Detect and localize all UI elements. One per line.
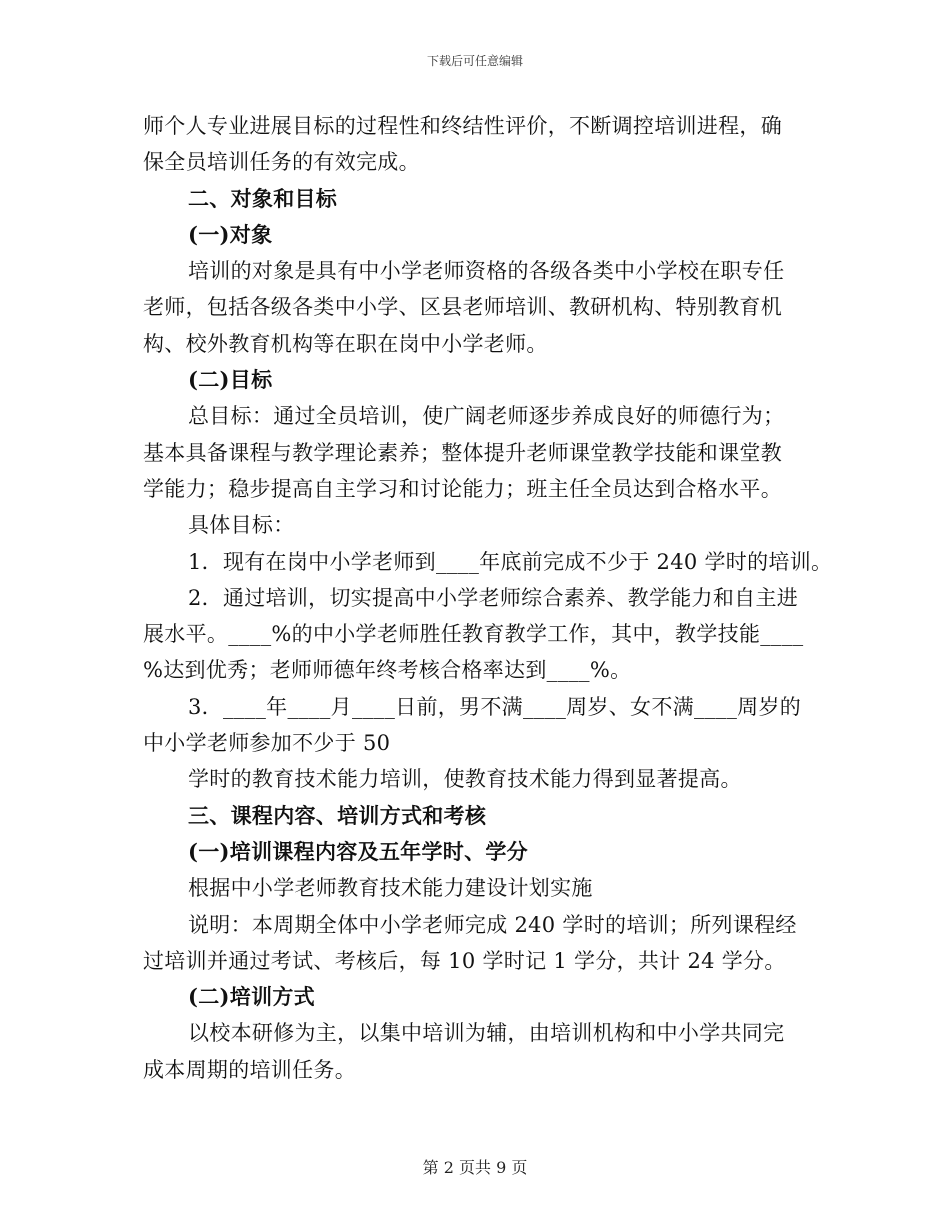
page-header: 下载后可任意编辑 xyxy=(426,54,523,68)
paragraph-line: 2．通过培训，切实提高中小学老师综合素养、教学能力和自主进 xyxy=(188,585,799,610)
paragraph-line: 学能力；稳步提高自主学习和讨论能力；班主任全员达到合格水平。 xyxy=(143,476,782,501)
paragraph-line: 1．现有在岗中小学老师到____年底前完成不少于 240 学时的培训。 xyxy=(188,549,833,574)
paragraph-line: 师个人专业进展目标的过程性和终结性评价，不断调控培训进程，确 xyxy=(143,114,782,138)
section-heading: 三、课程内容、培训方式和考核 xyxy=(188,802,487,828)
paragraph-line: 具体目标： xyxy=(188,513,295,538)
paragraph-line: 学时的教育技术能力培训，使教育技术能力得到显著提高。 xyxy=(188,767,742,792)
paragraph-line: 根据中小学老师教育技术能力建设计划实施 xyxy=(188,876,593,901)
section-heading: (二)培训方式 xyxy=(188,984,315,1010)
paragraph-line: 保全员培训任务的有效完成。 xyxy=(143,150,420,175)
paragraph-line: 3．____年____月____日前，男不满____周岁、女不满____周岁的 xyxy=(188,694,802,719)
paragraph-line: 总目标：通过全员培训，使广阔老师逐步养成良好的师德行为； xyxy=(188,404,785,429)
document-body xyxy=(143,108,833,1088)
paragraph-line: 展水平。____%的中小学老师胜任教育教学工作，其中，教学技能____ xyxy=(143,622,804,647)
paragraph-line: 成本周期的培训任务。 xyxy=(143,1057,356,1082)
paragraph-line: 中小学老师参加不少于 50 xyxy=(143,731,391,756)
paragraph-line: 培训的对象是具有中小学老师资格的各级各类中小学校在职专任 xyxy=(188,259,785,284)
section-heading: (一)对象 xyxy=(188,221,273,247)
paragraph-line: 以校本研修为主，以集中培训为辅，由培训机构和中小学共同完 xyxy=(188,1021,785,1046)
paragraph-line: 基本具备课程与教学理论素养；整体提升老师课堂教学技能和课堂教 xyxy=(143,440,782,465)
paragraph-line: 过培训并通过考试、考核后，每 10 学时记 1 学分，共计 24 学分。 xyxy=(143,948,786,973)
paragraph-line: 构、校外教育机构等在职在岗中小学老师。 xyxy=(143,331,548,356)
paragraph-line: 说明：本周期全体中小学老师完成 240 学时的培训；所列课程经 xyxy=(188,912,797,937)
section-heading: (二)目标 xyxy=(188,367,273,393)
section-heading: (一)培训课程内容及五年学时、学分 xyxy=(188,838,528,864)
page-footer: 第 2 页共 9 页 xyxy=(422,1158,528,1177)
section-heading: 二、对象和目标 xyxy=(188,185,338,211)
paragraph-line: %达到优秀；老师师德年终考核合格率达到____%。 xyxy=(143,658,632,683)
paragraph-line: 老师，包括各级各类中小学、区县老师培训、教研机构、特别教育机 xyxy=(143,295,782,320)
